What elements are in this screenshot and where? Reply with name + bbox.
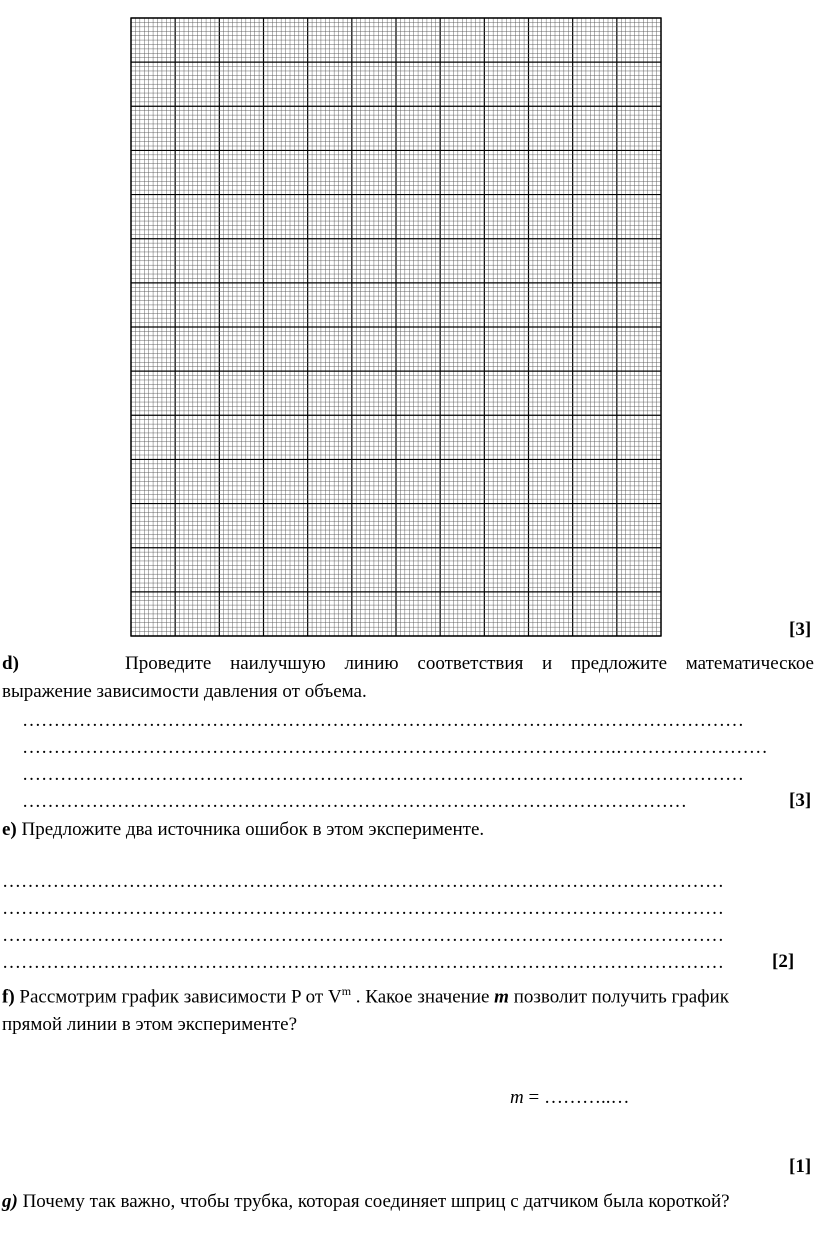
question-f-text-a: Рассмотрим график зависимости P от V [19, 986, 342, 1008]
answer-line-e-4: …………………………………………………………………………………………………… [2, 952, 724, 973]
question-f-m: m [494, 986, 509, 1008]
marks-graph: [3] [789, 619, 812, 640]
question-f-superscript: m [341, 984, 352, 998]
question-d-text-line2: выражение зависимости давления от объема. [2, 681, 367, 702]
marks-e: [2] [772, 951, 795, 972]
question-f-line2: прямой линии в этом эксперименте? [2, 1014, 298, 1035]
answer-line-e-2: …………………………………………………………………………………………………… [2, 898, 724, 919]
question-f-line1 [2, 979, 729, 1009]
question-e-label: e) [2, 819, 17, 840]
answer-line-e-1: …………………………………………………………………………………………………… [2, 871, 724, 892]
answer-line-d-1: …………………………………………………………………………………………………… [22, 710, 744, 731]
question-f-text-c: позволит получить график [513, 986, 729, 1008]
question-f-label: f) [2, 986, 15, 1008]
answer-line-e-3: …………………………………………………………………………………………………… [2, 925, 724, 946]
question-g-label: g) [2, 1191, 18, 1212]
question-d-label: d) [2, 653, 19, 674]
marks-f: [1] [789, 1156, 812, 1177]
question-d-text-line1: Проведите наилучшую линию соответствия и предложите математическое [124, 653, 814, 674]
question-g [2, 1190, 730, 1214]
answer-line-d-2: ………………………………………………………………………………….…………………… [22, 737, 768, 758]
graph-paper-grid [130, 17, 662, 637]
question-f-text-b: . Какое значение [355, 986, 490, 1008]
answer-f-blank: = ………..… [528, 1087, 630, 1108]
answer-line-d-4: …………………………………………………………………………………………… [22, 791, 687, 812]
marks-d: [3] [789, 790, 812, 811]
question-e [2, 818, 484, 842]
question-g-text: Почему так важно, чтобы трубка, которая соединяет шприц с датчиком была короткой? [22, 1191, 730, 1212]
question-e-text: Предложите два источника ошибок в этом эксперименте. [21, 819, 485, 840]
question-d [2, 652, 814, 676]
answer-f [510, 1086, 629, 1110]
answer-f-var: m [510, 1087, 524, 1108]
answer-line-d-3: …………………………………………………………………………………………………… [22, 764, 744, 785]
